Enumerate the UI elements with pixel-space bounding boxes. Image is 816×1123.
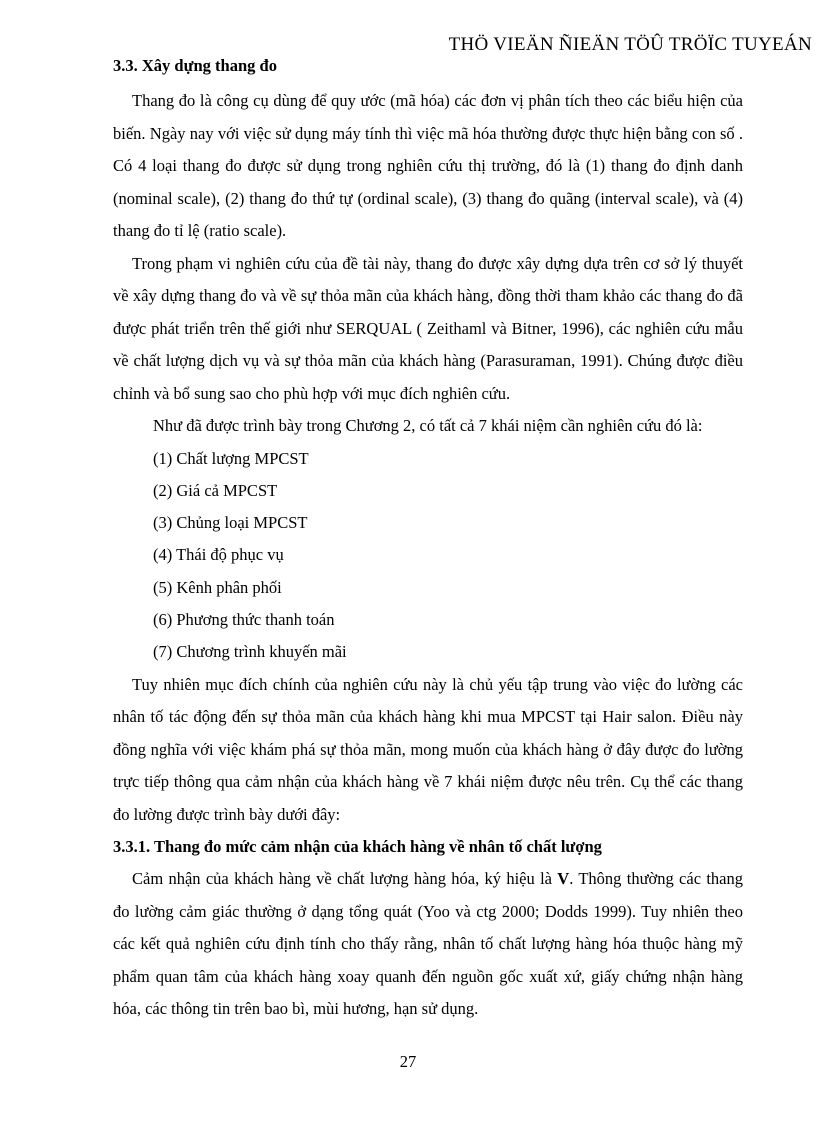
page-content [113, 54, 743, 1026]
list-item: (5) Kênh phân phối [153, 577, 282, 597]
paragraph-quality-perception [113, 863, 743, 1026]
quality-symbol: V [557, 869, 570, 889]
concept-list [113, 443, 743, 669]
page-number: 27 [399, 1052, 417, 1071]
list-item: (6) Phương thức thanh toán [153, 609, 335, 629]
paragraph-start: Cảm nhận của khách hàng về chất lượng hàng hóa, ký hiệu là [132, 869, 558, 889]
paragraph-scale-definition: Thang đo là công cụ dùng để quy ước (mã hóa) các đơn vị phân tích theo các biểu hiện của biến. Ngày nay với việc sử dụng máy tính thì việc mã hóa thường được thực hiện bằng con số . Có 4 loại thang đo được sử dụng trong nghiên cứu thị trường, đó là (1) thang đo định danh (nominal scale), (2) thang đo thứ tự (ordinal scale), (3) thang đo quãng (interval scale), và (4) thang đo tỉ lệ (ratio scale). [113, 91, 743, 240]
list-item: (4) Thái độ phục vụ [153, 545, 284, 565]
section-heading: 3.3. Xây dựng thang đo [113, 56, 277, 75]
paragraph-concepts-intro: Như đã được trình bày trong Chương 2, có tất cả 7 khái niệm cần nghiên cứu đó là: [153, 416, 703, 435]
paragraph-research-scope: Trong phạm vi nghiên cứu của đề tài này, thang đo được xây dựng dựa trên cơ sở lý thuyết về xây dựng thang đo và về sự thỏa mãn của khách hàng, đồng thời tham khảo các thang đo đã được phát triển trên thế giới như SERQUAL ( Zeithaml và Bitner, 1996), các nghiên cứu mẫu về chất lượng dịch vụ và sự thỏa mãn của khách hàng (Parasuraman, 1991). Chúng được điều chỉnh và bổ sung sao cho phù hợp với mục đích nghiên cứu. [113, 253, 743, 403]
paragraph-end: . Thông thường các thang đo lường cảm giác thường ở dạng tổng quát (Yoo và ctg 2000; Dodds 1999). Tuy nhiên theo các kết quả nghiên cứu định tính cho thấy rằng, nhân tố chất lượng hàng hóa thuộc hàng mỹ phẩm quan tâm của khách hàng xoay quanh đến nguồn gốc xuất xứ, giấy chứng nhận hàng hóa, các thông tin trên bao bì, mùi hương, hạn sử dụng. [113, 869, 743, 1019]
library-watermark: THÖ VIEÄN ÑIEÄN TÖÛ TRÖÏC TUYEÁN [448, 34, 812, 55]
subsection-heading: 3.3.1. Thang đo mức cảm nhận của khách hàng về nhân tố chất lượng [113, 837, 602, 857]
list-item: (1) Chất lượng MPCST [153, 448, 309, 468]
paragraph-research-purpose: Tuy nhiên mục đích chính của nghiên cứu này là chủ yếu tập trung vào việc đo lường các nhân tố tác động đến sự thỏa mãn của khách hàng khi mua MPCST tại Hair salon. Điều này đồng nghĩa với việc khám phá sự thỏa mãn, mong muốn của khách hàng ở đây được đo lường trực tiếp thông qua cảm nhận của khách hàng về 7 khái niệm được nêu trên. Cụ thể các thang đo lường được trình bày dưới đây: [113, 674, 743, 824]
list-item: (3) Chủng loại MPCST [153, 513, 308, 533]
list-item: (2) Giá cả MPCST [153, 480, 278, 500]
list-item: (7) Chương trình khuyến mãi [153, 642, 347, 662]
